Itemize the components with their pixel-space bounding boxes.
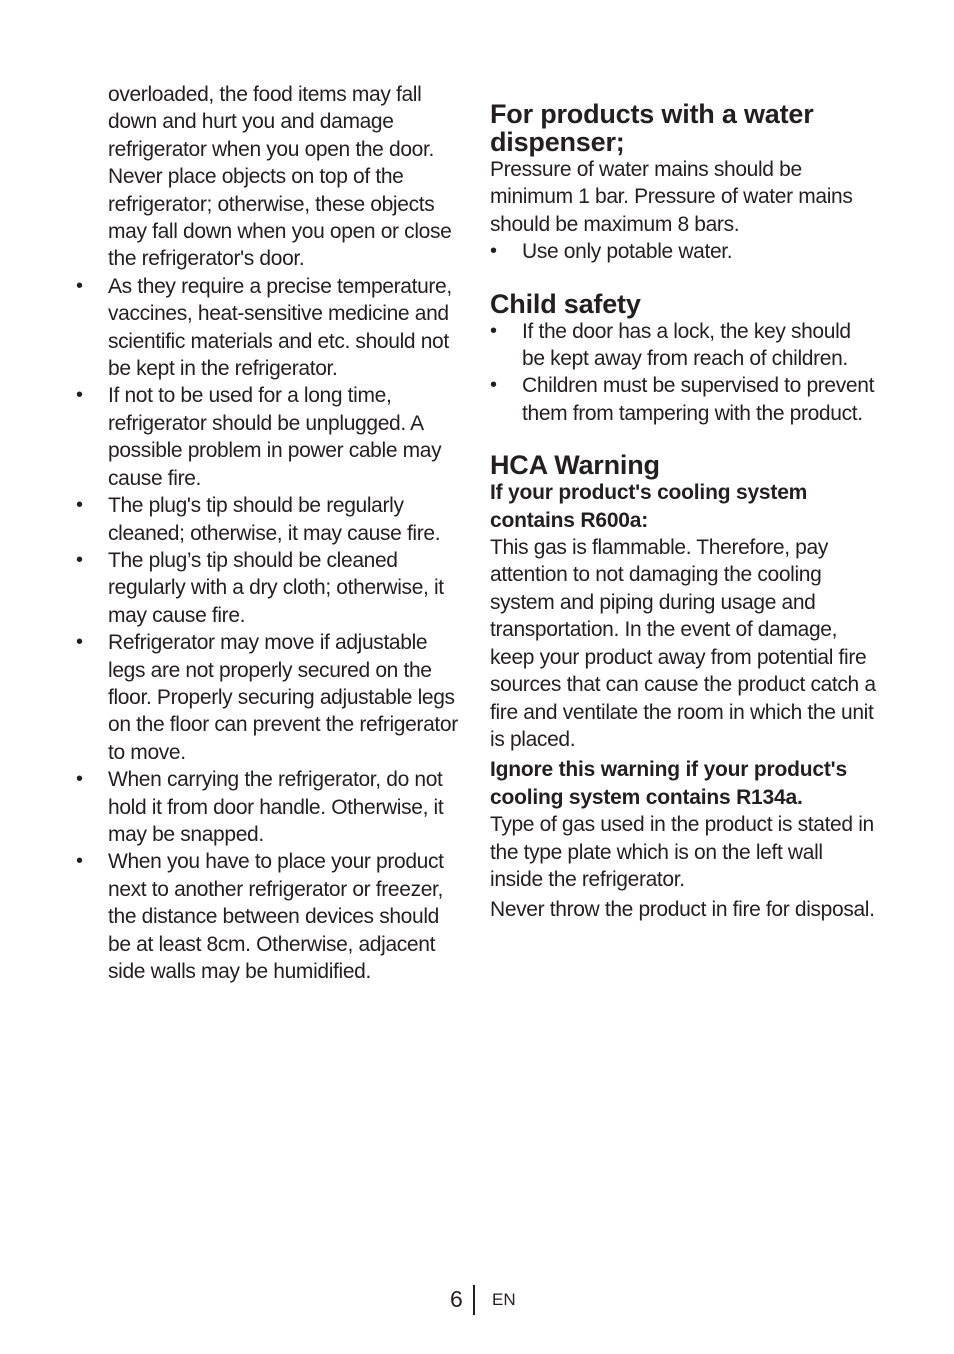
- left-column: [76, 81, 458, 985]
- language-code: EN: [492, 1290, 516, 1309]
- bullet-icon: •: [76, 631, 83, 654]
- list-item-text: Children must be supervised to prevent them from tampering with the product.: [522, 374, 875, 425]
- list-item: [490, 238, 876, 265]
- bullet-icon: •: [76, 850, 83, 873]
- bullet-icon: •: [490, 374, 497, 397]
- bullet-icon: •: [76, 384, 83, 407]
- list-item-text: When carrying the refrigerator, do not hold it from door handle. Otherwise, it may be snapped.: [108, 768, 444, 846]
- page-footer: [0, 1283, 954, 1315]
- bullet-icon: •: [76, 494, 83, 517]
- list-item-text: If the door has a lock, the key should be kept away from reach of children.: [522, 319, 851, 371]
- disposal-paragraph: Never throw the product in fire for disposal.: [490, 898, 875, 922]
- child-safety-heading: Child safety: [490, 288, 641, 319]
- r600a-subheading: If your product's cooling system contains R600a:: [490, 481, 808, 532]
- hca-warning-heading: HCA Warning: [490, 450, 660, 481]
- left-bullet-list: [76, 273, 458, 986]
- list-item-text: The plug's tip should be regularly cleaned; otherwise, it may cause fire.: [108, 494, 441, 545]
- water-dispenser-section: [490, 100, 876, 266]
- child-safety-bullet-list: [490, 318, 876, 428]
- list-item-text: If not to be used for a long time, refrigerator should be unplugged. A possible problem in power cable may cause fire.: [108, 384, 442, 490]
- list-item-text: Refrigerator may move if adjustable legs are not properly secured on the floor. Properly securing adjustable legs on the floor can prevent the refrigerator to move.: [108, 631, 458, 764]
- list-item: [490, 372, 876, 427]
- list-item-text: Use only potable water.: [522, 240, 733, 264]
- list-item: [76, 547, 458, 629]
- list-item: [76, 848, 458, 985]
- list-item: [76, 629, 458, 766]
- footer-divider: [473, 1285, 475, 1315]
- continuation-paragraph: overloaded, the food items may fall down and hurt you and damage refrigerator when you open the door. Never place objects on top of the refrigerator; otherwise, these objects may fall down when you open or close the refrigerator's door.: [108, 83, 452, 271]
- gas-type-paragraph: Type of gas used in the product is stated in the type plate which is on the left wall inside the refrigerator.: [490, 813, 874, 891]
- list-item: [490, 318, 876, 373]
- list-item: [76, 273, 458, 383]
- list-item-text: As they require a precise temperature, vaccines, heat-sensitive medicine and scientific materials and etc. should not be kept in the refrigerator.: [108, 274, 452, 381]
- bullet-icon: •: [490, 240, 497, 263]
- child-safety-section: [490, 290, 876, 428]
- bullet-icon: •: [76, 548, 83, 571]
- page-number: 6: [450, 1286, 463, 1312]
- r134a-subheading: Ignore this warning if your product's cooling system contains R134a.: [490, 758, 847, 809]
- bullet-icon: •: [76, 768, 83, 791]
- bullet-icon: •: [76, 274, 83, 297]
- list-item: [76, 382, 458, 492]
- flammable-gas-paragraph: This gas is flammable. Therefore, pay attention to not damaging the cooling system and piping during usage and transportation. In the event of damage, keep your product away from potential fire sources that can cause the product catch a fire and ventilate the room in which the unit is placed.: [490, 536, 876, 751]
- list-item: [76, 766, 458, 848]
- water-pressure-text: Pressure of water mains should be minimum 1 bar. Pressure of water mains should be maximum 8 bars.: [490, 158, 853, 236]
- bullet-icon: •: [490, 319, 497, 342]
- list-item-text: The plug’s tip should be cleaned regularly with a dry cloth; otherwise, it may cause fire.: [108, 548, 444, 627]
- water-dispenser-heading: For products with a water dispenser;: [490, 99, 814, 157]
- hca-warning-section: [490, 451, 876, 924]
- list-item: [76, 492, 458, 547]
- list-item-text: When you have to place your product next to another refrigerator or freezer, the distance between devices should be at least 8cm. Otherwise, adjacent side walls may be humidified.: [108, 850, 444, 983]
- water-bullet-list: [490, 238, 876, 265]
- right-column: [490, 100, 876, 924]
